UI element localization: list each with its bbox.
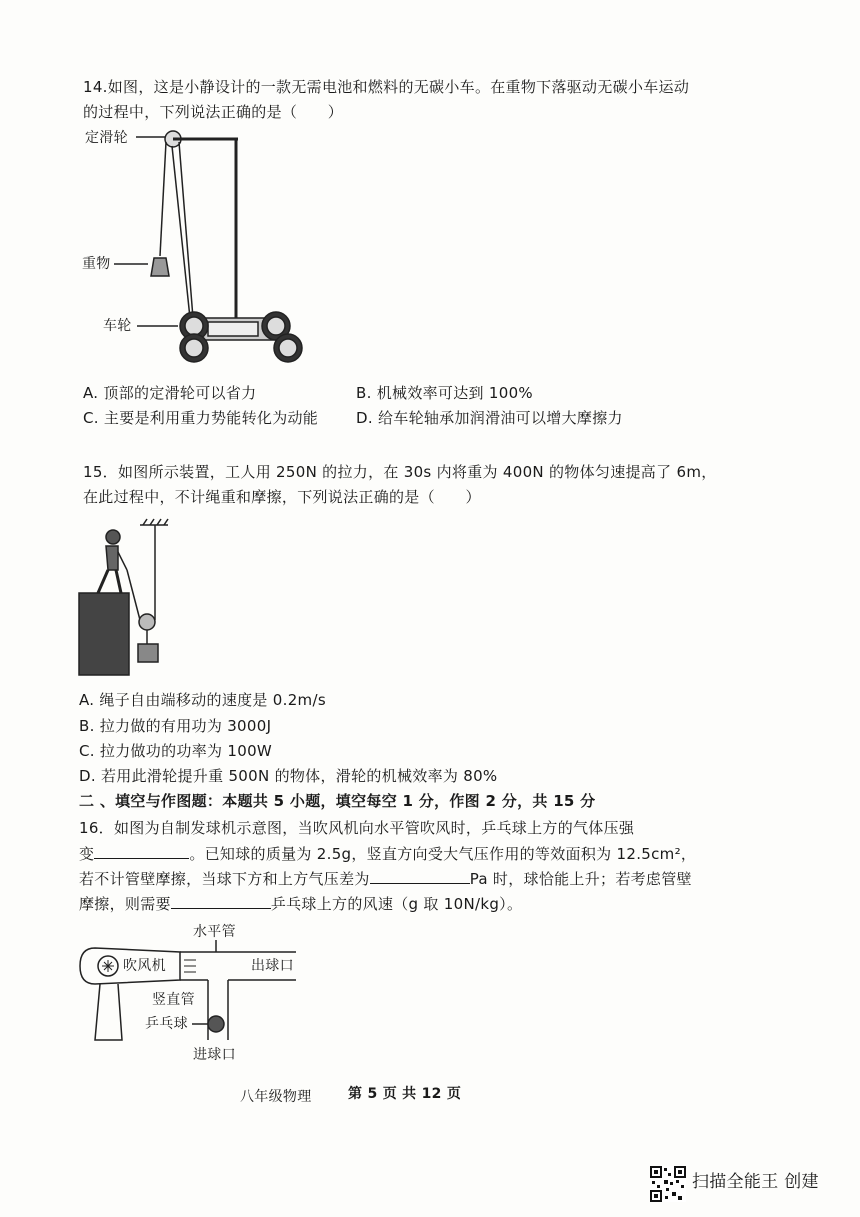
q16-line4-rest: 乒乓球上方的风速（g 取 10N/kg）。 xyxy=(270,895,523,913)
q16-label-outlet: 出球口 xyxy=(251,958,294,974)
q16-stem-line1: 16．如图为自制发球机示意图，当吹风机向水平管吹风时，乒乓球上方的气体压强 xyxy=(79,819,635,837)
q14-option-d: D. 给车轮轴承加润滑油可以增大摩擦力 xyxy=(356,409,623,427)
q16-label-ball: 乒乓球 xyxy=(145,1016,188,1032)
q14-stem-line2: 的过程中，下列说法正确的是（ ） xyxy=(83,103,344,121)
section-2-heading: 二 、填空与作图题：本题共 5 小题，填空每空 1 分，作图 2 分，共 15 分 xyxy=(79,792,596,810)
q16-label-vertical-pipe: 竖直管 xyxy=(152,992,195,1008)
qr-code-icon xyxy=(650,1166,686,1202)
q16-line4-start: 摩擦，则需要 xyxy=(79,895,171,913)
q14-option-a: A. 顶部的定滑轮可以省力 xyxy=(83,384,257,402)
q16-line3-start: 若不计管壁摩擦，当球下方和上方气压差为 xyxy=(79,870,370,888)
q16-label-inlet: 进球口 xyxy=(193,1047,236,1063)
q14-label-weight: 重物 xyxy=(82,256,111,272)
q16-blank-2[interactable] xyxy=(370,868,470,884)
q16-stem-line3 xyxy=(79,868,692,889)
q15-option-c: C. 拉力做功的功率为 100W xyxy=(79,742,273,760)
q16-blank-3[interactable] xyxy=(171,893,271,909)
scanner-watermark: 扫描全能王 创建 xyxy=(692,1172,819,1192)
q15-option-d: D. 若用此滑轮提升重 500N 的物体，滑轮的机械效率为 80% xyxy=(79,767,498,785)
q14-label-wheel: 车轮 xyxy=(103,318,132,334)
footer-page-number: 第 5 页 共 12 页 xyxy=(348,1086,462,1102)
q14-option-b: B. 机械效率可达到 100% xyxy=(356,384,533,402)
q15-stem-line1: 15．如图所示装置，工人用 250N 的拉力，在 30s 内将重为 400N 的物体匀速提高了 6m， xyxy=(83,463,717,481)
q16-label-blower: 吹风机 xyxy=(123,958,166,974)
q16-line2-rest: 。已知球的质量为 2.5g，竖直方向受大气压作用的等效面积为 12.5cm²， xyxy=(189,845,697,863)
q16-stem-line4 xyxy=(79,893,522,914)
q14-option-c: C. 主要是利用重力势能转化为动能 xyxy=(83,409,319,427)
q14-label-pulley: 定滑轮 xyxy=(85,130,128,146)
q16-stem-line2 xyxy=(79,843,696,864)
q16-label-horizontal-pipe: 水平管 xyxy=(193,924,236,940)
q15-stem-line2: 在此过程中，不计绳重和摩擦，下列说法正确的是（ ） xyxy=(83,488,481,506)
footer-subject: 八年级物理 xyxy=(240,1089,312,1105)
q15-option-a: A. 绳子自由端移动的速度是 0.2m/s xyxy=(79,691,326,709)
q14-stem-line1: 14.如图，这是小静设计的一款无需电池和燃料的无碳小车。在重物下落驱动无碳小车运动 xyxy=(83,78,690,96)
q15-option-b: B. 拉力做的有用功为 3000J xyxy=(79,717,272,735)
q16-blank-1[interactable] xyxy=(94,843,189,859)
q16-line3-rest: Pa 时，球恰能上升；若考虑管壁 xyxy=(469,870,692,888)
q16-line2-start: 变 xyxy=(79,845,95,863)
